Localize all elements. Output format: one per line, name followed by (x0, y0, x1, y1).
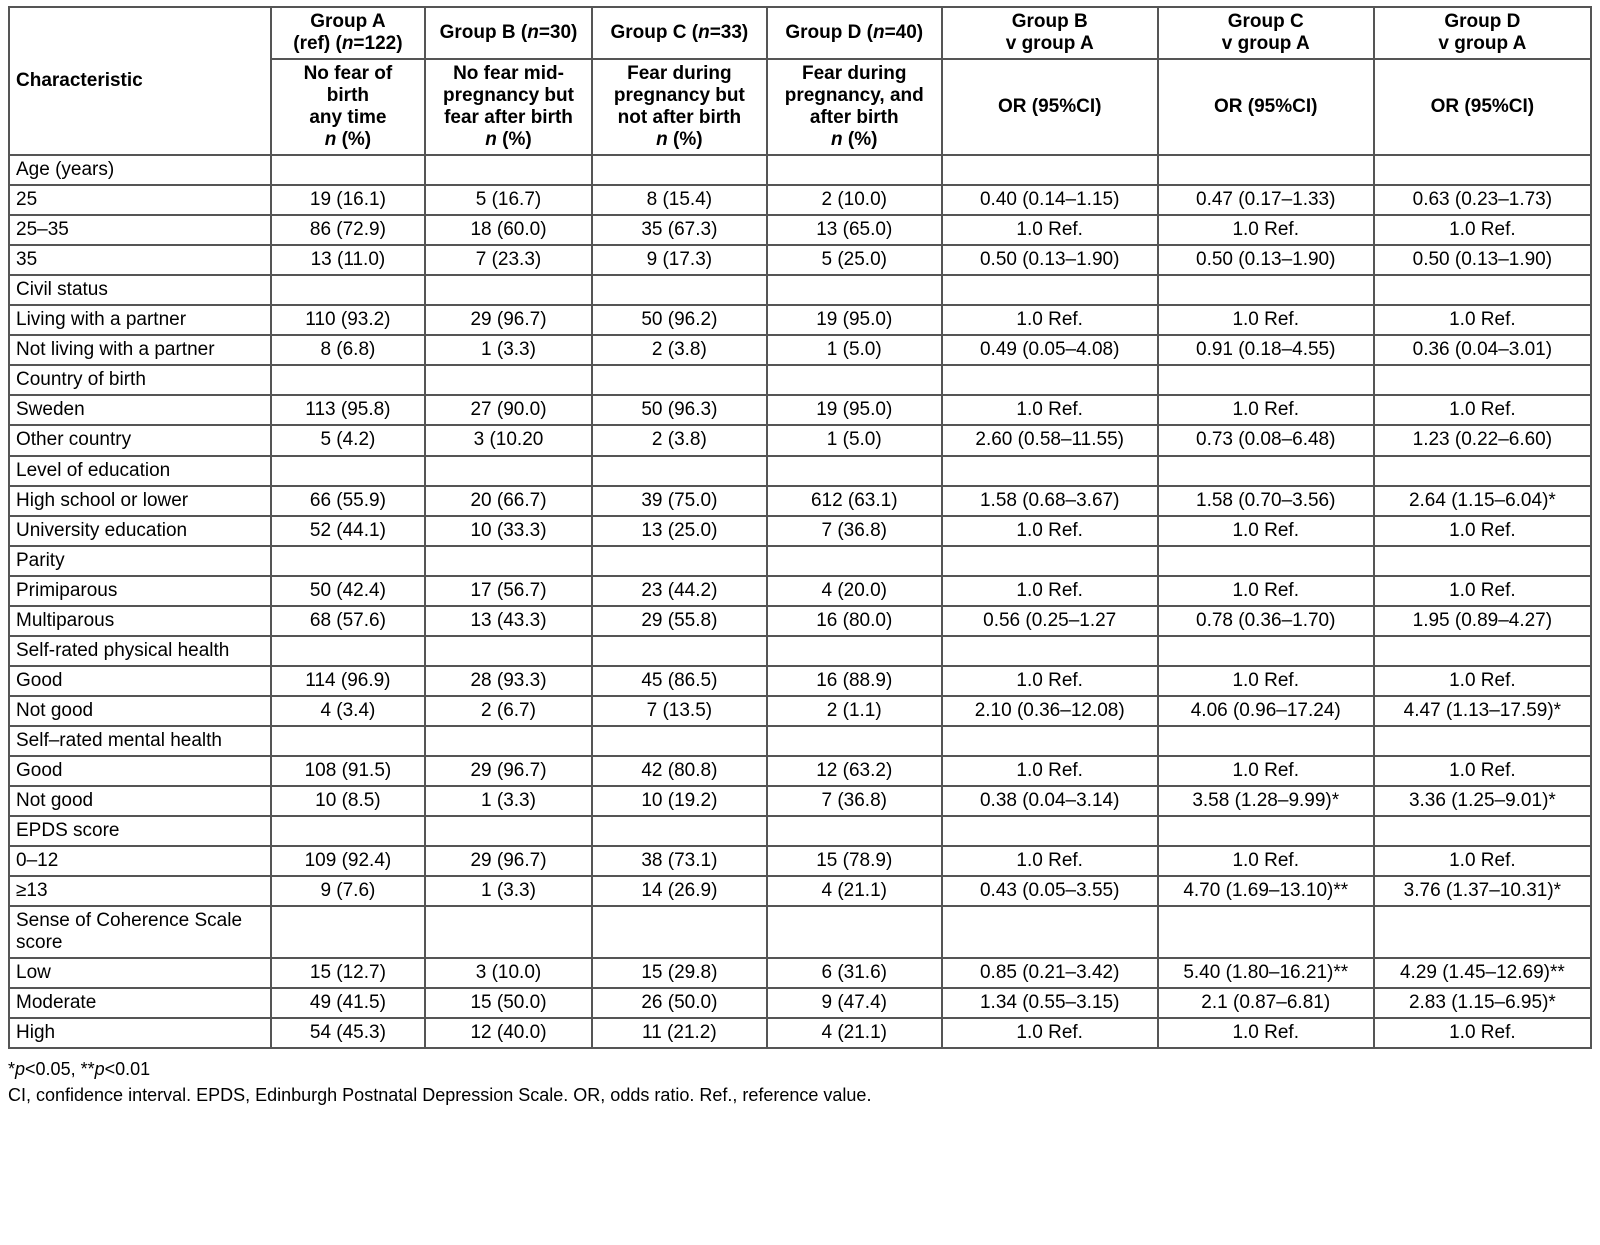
row-label: 0–12 (9, 846, 271, 876)
data-cell: 8 (6.8) (271, 335, 425, 365)
data-cell: 19 (16.1) (271, 185, 425, 215)
data-cell: 9 (47.4) (767, 988, 942, 1018)
section-row (9, 275, 1591, 305)
data-cell: 23 (44.2) (592, 576, 767, 606)
data-cell: 19 (95.0) (767, 395, 942, 425)
data-cell: 49 (41.5) (271, 988, 425, 1018)
row-label: Not good (9, 696, 271, 726)
data-cell: 20 (66.7) (425, 486, 592, 516)
header-group-c: Group C (n=33) (592, 7, 767, 59)
table-row (9, 516, 1591, 546)
section-row (9, 365, 1591, 395)
section-title: Level of education (9, 456, 271, 486)
data-cell: 5 (4.2) (271, 425, 425, 455)
data-cell: 4.06 (0.96–17.24) (1158, 696, 1374, 726)
empty-cell (942, 275, 1158, 305)
data-cell: 0.56 (0.25–1.27 (942, 606, 1158, 636)
data-cell: 13 (43.3) (425, 606, 592, 636)
data-cell: 29 (96.7) (425, 846, 592, 876)
data-cell: 13 (25.0) (592, 516, 767, 546)
empty-cell (767, 726, 942, 756)
data-cell: 110 (93.2) (271, 305, 425, 335)
data-cell: 108 (91.5) (271, 756, 425, 786)
data-cell: 7 (36.8) (767, 786, 942, 816)
row-label: Good (9, 666, 271, 696)
empty-cell (592, 726, 767, 756)
table-row (9, 958, 1591, 988)
table-row (9, 335, 1591, 365)
data-cell: 68 (57.6) (271, 606, 425, 636)
data-cell: 1.0 Ref. (1374, 846, 1591, 876)
data-cell: 19 (95.0) (767, 305, 942, 335)
empty-cell (1158, 275, 1374, 305)
data-cell: 1.0 Ref. (1374, 305, 1591, 335)
data-cell: 113 (95.8) (271, 395, 425, 425)
data-cell: 1.0 Ref. (1158, 305, 1374, 335)
section-row (9, 456, 1591, 486)
data-cell: 1.0 Ref. (1374, 756, 1591, 786)
empty-cell (942, 155, 1158, 185)
data-cell: 1.0 Ref. (1374, 516, 1591, 546)
empty-cell (592, 456, 767, 486)
data-cell: 4 (20.0) (767, 576, 942, 606)
empty-cell (942, 726, 1158, 756)
data-cell: 39 (75.0) (592, 486, 767, 516)
data-cell: 3 (10.20 (425, 425, 592, 455)
section-title: Sense of Coherence Scale score (9, 906, 271, 958)
header-group-d: Group D (n=40) (767, 7, 942, 59)
header-desc-group-a: No fear of birth any time n (%) (271, 59, 425, 155)
data-cell: 0.91 (0.18–4.55) (1158, 335, 1374, 365)
empty-cell (425, 546, 592, 576)
row-label: University education (9, 516, 271, 546)
empty-cell (1374, 636, 1591, 666)
row-label: Good (9, 756, 271, 786)
data-cell: 2.1 (0.87–6.81) (1158, 988, 1374, 1018)
empty-cell (592, 546, 767, 576)
characteristics-table (8, 6, 1592, 1049)
empty-cell (271, 456, 425, 486)
section-row (9, 816, 1591, 846)
footnote-significance: *p<0.05, **p<0.01 (8, 1059, 151, 1080)
empty-cell (1374, 275, 1591, 305)
empty-cell (425, 636, 592, 666)
data-cell: 54 (45.3) (271, 1018, 425, 1048)
data-cell: 1.0 Ref. (1158, 666, 1374, 696)
data-cell: 1.0 Ref. (1374, 666, 1591, 696)
data-cell: 1.0 Ref. (1158, 1018, 1374, 1048)
data-cell: 14 (26.9) (592, 876, 767, 906)
data-cell: 1.0 Ref. (942, 305, 1158, 335)
empty-cell (271, 906, 425, 958)
section-title: Parity (9, 546, 271, 576)
data-cell: 5 (16.7) (425, 185, 592, 215)
row-label: 25 (9, 185, 271, 215)
data-cell: 2 (6.7) (425, 696, 592, 726)
table-row (9, 486, 1591, 516)
data-cell: 2.10 (0.36–12.08) (942, 696, 1158, 726)
data-cell: 3.76 (1.37–10.31)* (1374, 876, 1591, 906)
empty-cell (767, 816, 942, 846)
data-cell: 114 (96.9) (271, 666, 425, 696)
section-title: EPDS score (9, 816, 271, 846)
empty-cell (592, 155, 767, 185)
empty-cell (271, 726, 425, 756)
header-desc-group-c-v-a: OR (95%CI) (1158, 59, 1374, 155)
data-cell: 4 (21.1) (767, 876, 942, 906)
section-title: Civil status (9, 275, 271, 305)
empty-cell (592, 816, 767, 846)
table-row (9, 215, 1591, 245)
empty-cell (425, 275, 592, 305)
data-cell: 0.50 (0.13–1.90) (942, 245, 1158, 275)
data-cell: 27 (90.0) (425, 395, 592, 425)
data-cell: 3.36 (1.25–9.01)* (1374, 786, 1591, 816)
data-cell: 0.50 (0.13–1.90) (1158, 245, 1374, 275)
table-row (9, 786, 1591, 816)
data-cell: 35 (67.3) (592, 215, 767, 245)
data-cell: 29 (55.8) (592, 606, 767, 636)
header-group-b: Group B (n=30) (425, 7, 592, 59)
data-cell: 2 (10.0) (767, 185, 942, 215)
data-cell: 1.0 Ref. (1158, 846, 1374, 876)
data-cell: 17 (56.7) (425, 576, 592, 606)
data-cell: 0.38 (0.04–3.14) (942, 786, 1158, 816)
section-title: Self-rated physical health (9, 636, 271, 666)
empty-cell (942, 456, 1158, 486)
empty-cell (942, 365, 1158, 395)
section-title: Country of birth (9, 365, 271, 395)
data-cell: 0.47 (0.17–1.33) (1158, 185, 1374, 215)
data-cell: 50 (42.4) (271, 576, 425, 606)
data-cell: 13 (65.0) (767, 215, 942, 245)
table-row (9, 606, 1591, 636)
empty-cell (1374, 546, 1591, 576)
empty-cell (1374, 726, 1591, 756)
data-cell: 0.85 (0.21–3.42) (942, 958, 1158, 988)
data-cell: 6 (31.6) (767, 958, 942, 988)
header-characteristic: Characteristic (9, 7, 271, 155)
row-label: Sweden (9, 395, 271, 425)
data-cell: 15 (78.9) (767, 846, 942, 876)
empty-cell (271, 816, 425, 846)
data-cell: 0.36 (0.04–3.01) (1374, 335, 1591, 365)
data-cell: 1.0 Ref. (1158, 215, 1374, 245)
row-label: Not good (9, 786, 271, 816)
data-cell: 5.40 (1.80–16.21)** (1158, 958, 1374, 988)
data-cell: 86 (72.9) (271, 215, 425, 245)
data-cell: 1.34 (0.55–3.15) (942, 988, 1158, 1018)
empty-cell (271, 155, 425, 185)
table-row (9, 576, 1591, 606)
row-label: 35 (9, 245, 271, 275)
data-cell: 1.0 Ref. (1374, 395, 1591, 425)
data-cell: 0.50 (0.13–1.90) (1374, 245, 1591, 275)
table-row (9, 1018, 1591, 1048)
header-row-group-titles (9, 7, 1591, 59)
header-desc-group-d-v-a: OR (95%CI) (1374, 59, 1591, 155)
table-row (9, 245, 1591, 275)
empty-cell (425, 365, 592, 395)
table-row (9, 846, 1591, 876)
row-label: High school or lower (9, 486, 271, 516)
data-cell: 26 (50.0) (592, 988, 767, 1018)
data-cell: 0.73 (0.08–6.48) (1158, 425, 1374, 455)
data-cell: 0.43 (0.05–3.55) (942, 876, 1158, 906)
empty-cell (425, 155, 592, 185)
data-cell: 2 (1.1) (767, 696, 942, 726)
header-desc-group-c: Fear during pregnancy but not after birth n (%) (592, 59, 767, 155)
data-cell: 16 (88.9) (767, 666, 942, 696)
header-group-b-v-a: Group B v group A (942, 7, 1158, 59)
row-label: ≥13 (9, 876, 271, 906)
header-group-c-v-a: Group C v group A (1158, 7, 1374, 59)
row-label: 25–35 (9, 215, 271, 245)
empty-cell (767, 456, 942, 486)
section-row (9, 726, 1591, 756)
data-cell: 1 (3.3) (425, 876, 592, 906)
empty-cell (1374, 155, 1591, 185)
data-cell: 29 (96.7) (425, 305, 592, 335)
data-cell: 109 (92.4) (271, 846, 425, 876)
data-cell: 1 (5.0) (767, 335, 942, 365)
empty-cell (1158, 906, 1374, 958)
empty-cell (271, 636, 425, 666)
data-cell: 1.0 Ref. (942, 1018, 1158, 1048)
data-cell: 10 (8.5) (271, 786, 425, 816)
empty-cell (425, 726, 592, 756)
empty-cell (425, 816, 592, 846)
header-desc-group-b: No fear mid- pregnancy but fear after birth n (%) (425, 59, 592, 155)
row-label: Moderate (9, 988, 271, 1018)
data-cell: 1 (3.3) (425, 335, 592, 365)
table-footnotes (8, 1056, 1592, 1108)
data-cell: 5 (25.0) (767, 245, 942, 275)
data-cell: 4 (3.4) (271, 696, 425, 726)
table-row (9, 185, 1591, 215)
data-cell: 1.58 (0.68–3.67) (942, 486, 1158, 516)
row-label: High (9, 1018, 271, 1048)
data-cell: 1.0 Ref. (1374, 576, 1591, 606)
footnote-abbreviations: CI, confidence interval. EPDS, Edinburgh Postnatal Depression Scale. OR, odds ratio. Ref., reference value. (8, 1085, 872, 1106)
data-cell: 16 (80.0) (767, 606, 942, 636)
data-cell: 7 (13.5) (592, 696, 767, 726)
section-title: Age (years) (9, 155, 271, 185)
data-cell: 1.0 Ref. (942, 215, 1158, 245)
table-row (9, 876, 1591, 906)
data-cell: 1.0 Ref. (942, 756, 1158, 786)
data-cell: 1.0 Ref. (942, 576, 1158, 606)
data-cell: 18 (60.0) (425, 215, 592, 245)
section-row (9, 636, 1591, 666)
table-row (9, 305, 1591, 335)
empty-cell (1158, 365, 1374, 395)
header-group-d-v-a: Group D v group A (1374, 7, 1591, 59)
data-cell: 50 (96.2) (592, 305, 767, 335)
data-cell: 2 (3.8) (592, 335, 767, 365)
header-desc-group-b-v-a: OR (95%CI) (942, 59, 1158, 155)
row-label: Not living with a partner (9, 335, 271, 365)
empty-cell (1374, 816, 1591, 846)
data-cell: 28 (93.3) (425, 666, 592, 696)
data-cell: 1.0 Ref. (942, 516, 1158, 546)
data-cell: 13 (11.0) (271, 245, 425, 275)
empty-cell (942, 906, 1158, 958)
data-cell: 10 (33.3) (425, 516, 592, 546)
empty-cell (592, 275, 767, 305)
data-cell: 2.60 (0.58–11.55) (942, 425, 1158, 455)
data-cell: 66 (55.9) (271, 486, 425, 516)
empty-cell (767, 906, 942, 958)
section-row (9, 546, 1591, 576)
section-row (9, 906, 1591, 958)
empty-cell (592, 906, 767, 958)
data-cell: 4.47 (1.13–17.59)* (1374, 696, 1591, 726)
row-label: Living with a partner (9, 305, 271, 335)
data-cell: 50 (96.3) (592, 395, 767, 425)
data-cell: 7 (36.8) (767, 516, 942, 546)
empty-cell (1374, 906, 1591, 958)
empty-cell (425, 456, 592, 486)
row-label: Other country (9, 425, 271, 455)
table-body (9, 155, 1591, 1048)
empty-cell (767, 546, 942, 576)
table-row (9, 395, 1591, 425)
empty-cell (271, 275, 425, 305)
data-cell: 52 (44.1) (271, 516, 425, 546)
empty-cell (1158, 546, 1374, 576)
empty-cell (271, 546, 425, 576)
empty-cell (767, 636, 942, 666)
header-group-a: Group A (ref) (n=122) (271, 7, 425, 59)
empty-cell (767, 275, 942, 305)
data-cell: 12 (63.2) (767, 756, 942, 786)
data-cell: 8 (15.4) (592, 185, 767, 215)
data-cell: 0.63 (0.23–1.73) (1374, 185, 1591, 215)
data-cell: 3 (10.0) (425, 958, 592, 988)
table-header (9, 7, 1591, 155)
empty-cell (1374, 456, 1591, 486)
table-row (9, 756, 1591, 786)
data-cell: 4.29 (1.45–12.69)** (1374, 958, 1591, 988)
data-cell: 1.0 Ref. (1158, 756, 1374, 786)
data-cell: 1 (3.3) (425, 786, 592, 816)
table-row (9, 425, 1591, 455)
data-cell: 0.40 (0.14–1.15) (942, 185, 1158, 215)
data-cell: 0.49 (0.05–4.08) (942, 335, 1158, 365)
table-row (9, 988, 1591, 1018)
empty-cell (592, 365, 767, 395)
data-cell: 4.70 (1.69–13.10)** (1158, 876, 1374, 906)
table-row (9, 696, 1591, 726)
row-label: Low (9, 958, 271, 988)
data-cell: 9 (7.6) (271, 876, 425, 906)
data-cell: 3.58 (1.28–9.99)* (1158, 786, 1374, 816)
data-cell: 0.78 (0.36–1.70) (1158, 606, 1374, 636)
data-cell: 2.64 (1.15–6.04)* (1374, 486, 1591, 516)
data-cell: 1.0 Ref. (942, 846, 1158, 876)
data-cell: 38 (73.1) (592, 846, 767, 876)
data-cell: 45 (86.5) (592, 666, 767, 696)
empty-cell (1158, 726, 1374, 756)
data-cell: 15 (29.8) (592, 958, 767, 988)
empty-cell (767, 155, 942, 185)
data-cell: 2.83 (1.15–6.95)* (1374, 988, 1591, 1018)
empty-cell (425, 906, 592, 958)
row-label: Primiparous (9, 576, 271, 606)
data-cell: 1.0 Ref. (1374, 215, 1591, 245)
data-cell: 1.0 Ref. (1374, 1018, 1591, 1048)
data-cell: 2 (3.8) (592, 425, 767, 455)
empty-cell (1158, 816, 1374, 846)
data-cell: 1.58 (0.70–3.56) (1158, 486, 1374, 516)
empty-cell (592, 636, 767, 666)
data-cell: 10 (19.2) (592, 786, 767, 816)
empty-cell (1374, 365, 1591, 395)
data-cell: 9 (17.3) (592, 245, 767, 275)
empty-cell (1158, 636, 1374, 666)
empty-cell (271, 365, 425, 395)
empty-cell (1158, 456, 1374, 486)
data-cell: 11 (21.2) (592, 1018, 767, 1048)
data-cell: 4 (21.1) (767, 1018, 942, 1048)
data-cell: 1.95 (0.89–4.27) (1374, 606, 1591, 636)
data-cell: 1.0 Ref. (1158, 395, 1374, 425)
data-cell: 42 (80.8) (592, 756, 767, 786)
data-cell: 1 (5.0) (767, 425, 942, 455)
data-cell: 1.23 (0.22–6.60) (1374, 425, 1591, 455)
empty-cell (942, 816, 1158, 846)
section-title: Self–rated mental health (9, 726, 271, 756)
data-cell: 12 (40.0) (425, 1018, 592, 1048)
empty-cell (1158, 155, 1374, 185)
section-row (9, 155, 1591, 185)
header-desc-group-d: Fear during pregnancy, and after birth n (%) (767, 59, 942, 155)
data-cell: 7 (23.3) (425, 245, 592, 275)
data-cell: 1.0 Ref. (942, 666, 1158, 696)
empty-cell (767, 365, 942, 395)
table-row (9, 666, 1591, 696)
row-label: Multiparous (9, 606, 271, 636)
data-cell: 612 (63.1) (767, 486, 942, 516)
data-cell: 29 (96.7) (425, 756, 592, 786)
empty-cell (942, 546, 1158, 576)
data-cell: 1.0 Ref. (1158, 576, 1374, 606)
data-cell: 1.0 Ref. (1158, 516, 1374, 546)
data-cell: 1.0 Ref. (942, 395, 1158, 425)
empty-cell (942, 636, 1158, 666)
data-cell: 15 (50.0) (425, 988, 592, 1018)
data-cell: 15 (12.7) (271, 958, 425, 988)
